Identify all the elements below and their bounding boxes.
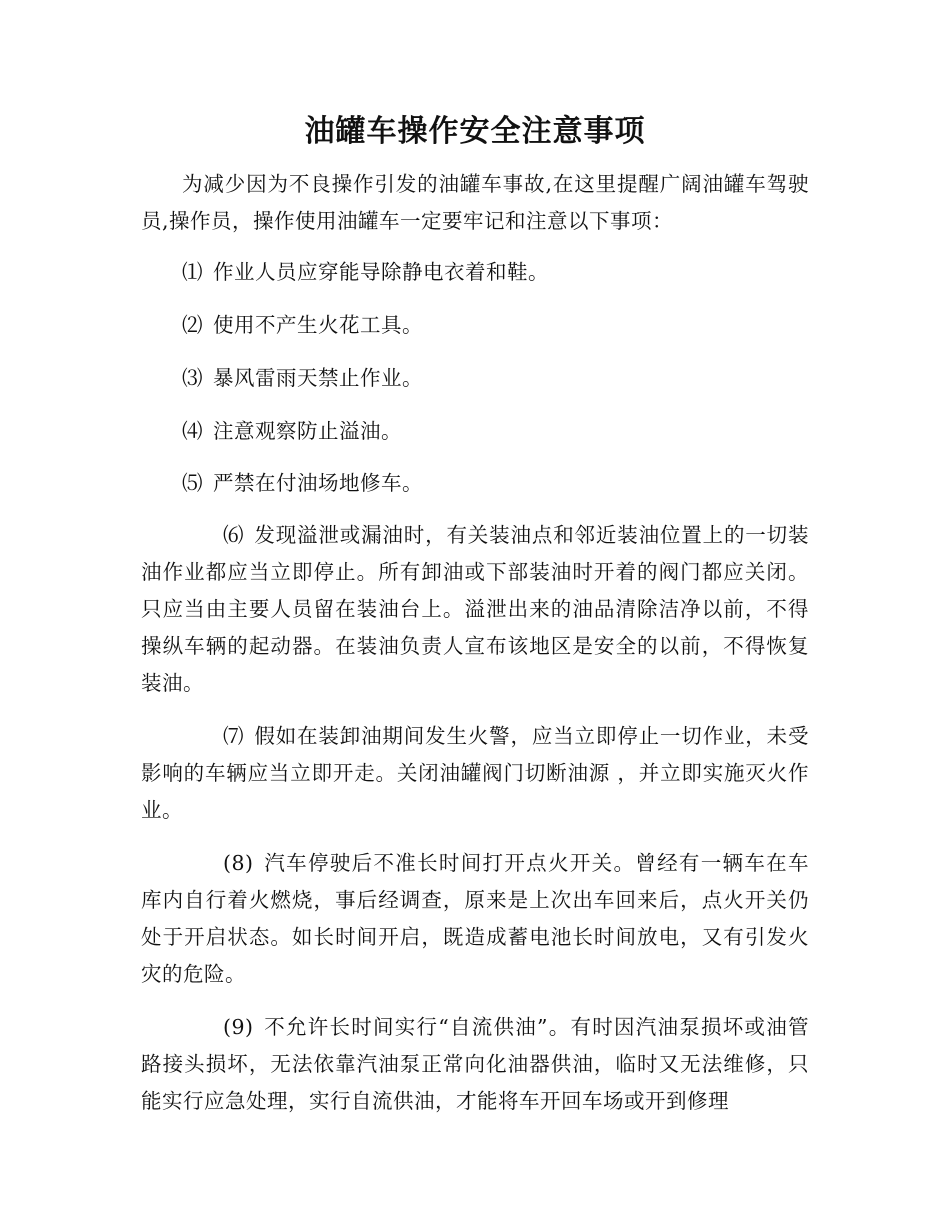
item-text: 暴风雷雨天禁止作业。 [213, 366, 423, 390]
item-number: ⑷ [182, 419, 203, 443]
item-number: ⑵ [182, 313, 203, 337]
item-text: 注意观察防止溢油。 [213, 419, 402, 443]
item-text: 假如在装卸油期间发生火警，应当立即停止一切作业，未受影响的车辆应当立即开走。关闭油罐阀门切断油源 ，并立即实施灭火作业。 [141, 724, 809, 822]
item-text: 不允许长时间实行“自流供油”。有时因汽油泵损坏或油管路接头损坏，无法依靠汽油泵正常向化油器供油，临时又无法维修，只能实行应急处理，实行自流供油，才能将车开回车场或开到修理 [141, 1015, 809, 1113]
item-number: ⑶ [182, 366, 203, 390]
item-number: ⑴ [182, 260, 203, 284]
item-text: 严禁在付油场地修车。 [213, 471, 423, 495]
document-title: 油罐车操作安全注意事项 [304, 114, 646, 149]
item-number: ⑺ [223, 724, 244, 748]
list-item [141, 517, 809, 702]
list-item [141, 1009, 809, 1120]
item-number: ⑹ [223, 523, 244, 547]
item-number: (9) [223, 1015, 254, 1039]
list-item [182, 413, 809, 450]
list-item [182, 360, 809, 397]
list-item [182, 254, 809, 291]
item-text: 使用不产生火花工具。 [213, 313, 423, 337]
list-item [141, 845, 809, 993]
item-text: 发现溢泄或漏油时，有关装油点和邻近装油位置上的一切装油作业都应当立即停止。所有卸油或下部装油时开着的阀门都应关闭。只应当由主要人员留在装油台上。溢泄出来的油品清除洁净以前，不得操纵车辆的起动器。在装油负责人宣布该地区是安全的以前，不得恢复装油。 [141, 523, 809, 695]
item-number: ⑸ [182, 471, 203, 495]
list-item [141, 718, 809, 829]
list-item [182, 465, 809, 502]
item-text: 作业人员应穿能导除静电衣着和鞋。 [213, 260, 549, 284]
list-item [182, 307, 809, 344]
item-number: (8) [223, 851, 254, 875]
item-text: 汽车停驶后不准长时间打开点火开关。曾经有一辆车在车库内自行着火燃烧，事后经调查，原来是上次出车回来后，点火开关仍处于开启状态。如长时间开启，既造成蓄电池长时间放电，又有引发火灾的危险。 [141, 851, 809, 986]
intro-paragraph: 为减少因为不良操作引发的油罐车事故,在这里提醒广阔油罐车驾驶员,操作员，操作使用油罐车一定要牢记和注意以下事项： [141, 172, 809, 233]
